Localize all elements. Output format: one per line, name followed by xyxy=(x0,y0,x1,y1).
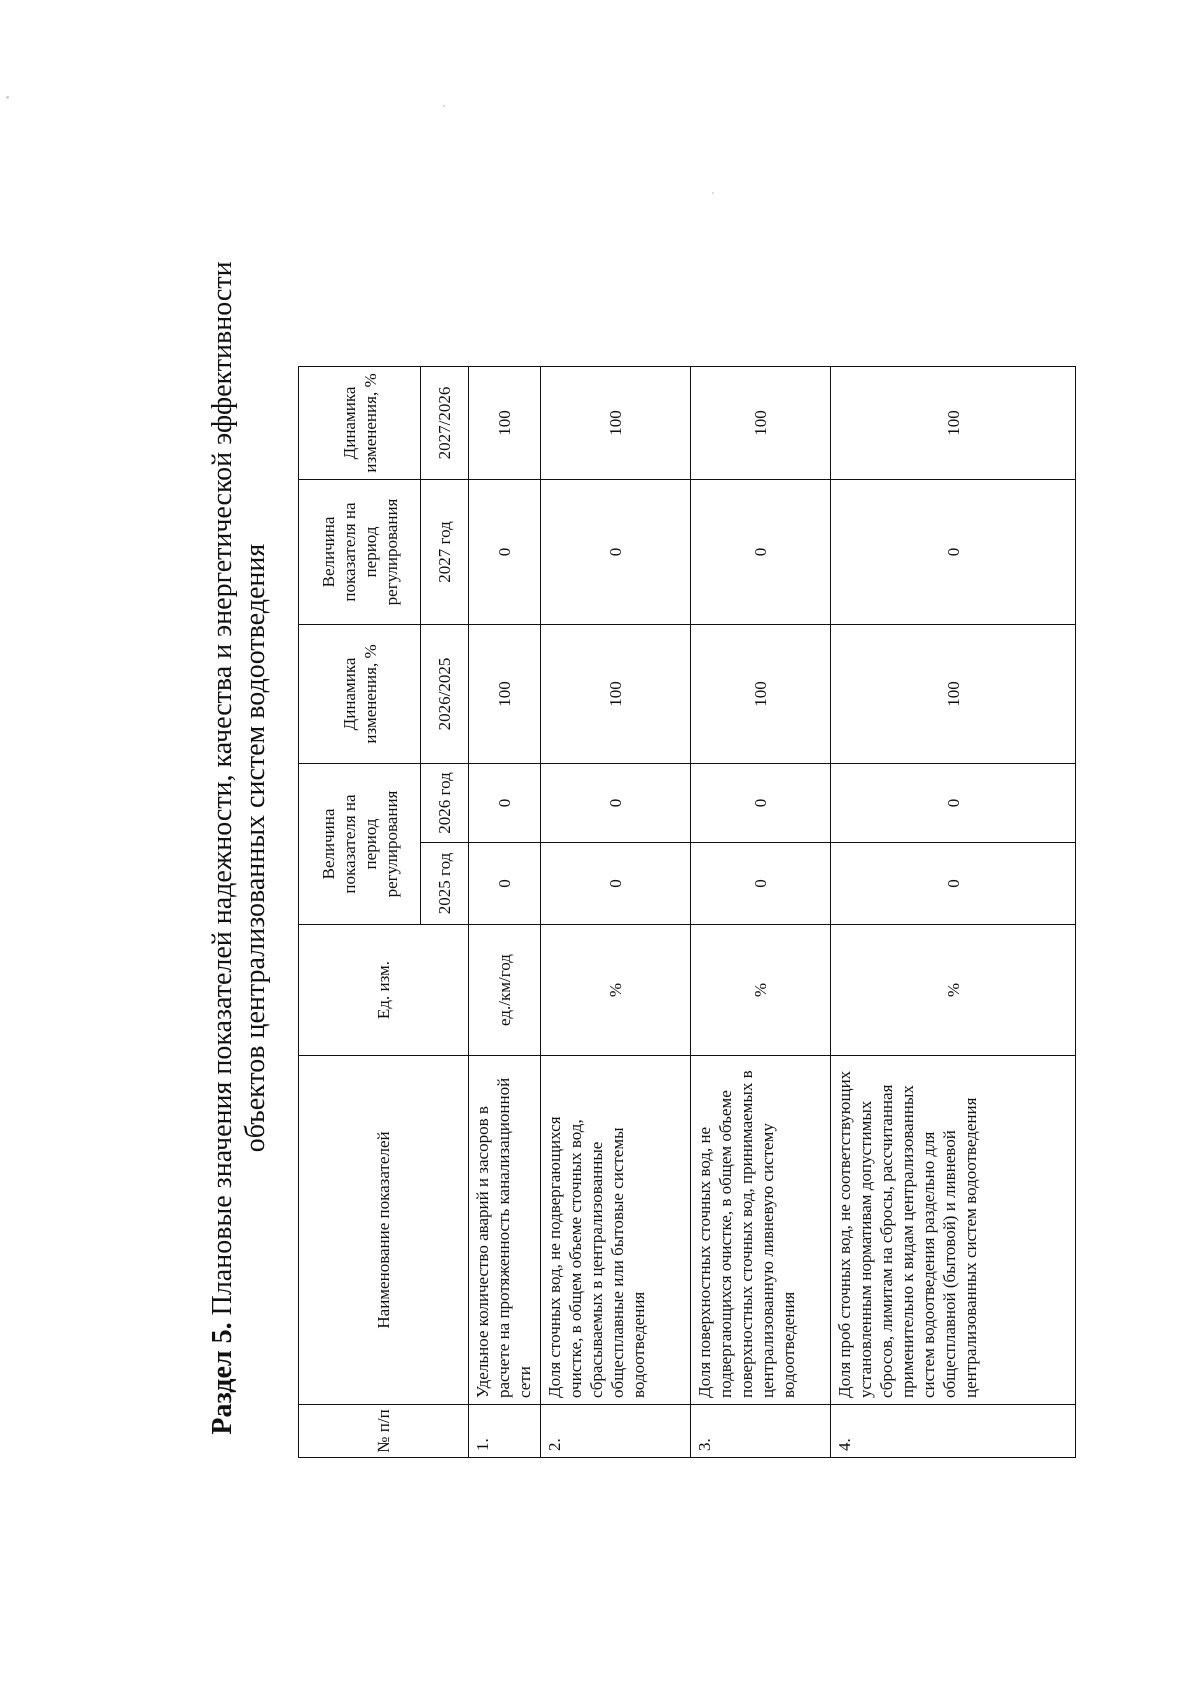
unit-cell: % xyxy=(541,925,691,1056)
dynamics-2026-2025: 100 xyxy=(831,624,1076,763)
dynamics-2026-2025: 100 xyxy=(691,624,831,763)
header-dyn-period-1: 2026/2025 xyxy=(421,624,469,763)
value-2027: 0 xyxy=(691,479,831,624)
value-2027: 0 xyxy=(541,479,691,624)
scan-speck xyxy=(443,105,445,107)
indicator-name: Доля сточных вод, не подвергающихся очистке, в общем объеме сточных вод, сбрасываемых в централизованные общесплавные или бытовые системы водоотведения xyxy=(541,1056,691,1405)
header-year-2025: 2025 год xyxy=(421,843,469,925)
value-2026: 0 xyxy=(469,763,541,842)
unit-cell: ед./км/год xyxy=(469,925,541,1056)
dynamics-2026-2025: 100 xyxy=(469,624,541,763)
dynamics-2027-2026: 100 xyxy=(831,366,1076,479)
value-2026: 0 xyxy=(541,763,691,842)
value-2026: 0 xyxy=(691,763,831,842)
table-row xyxy=(691,366,831,1457)
header-value-group-1: Величина показателя на период регулирования xyxy=(299,763,421,924)
dynamics-2026-2025: 100 xyxy=(541,624,691,763)
title-line-2: объектов централизованных систем водоотведения xyxy=(240,543,271,1153)
scan-speck xyxy=(6,96,9,99)
header-num: № п/п xyxy=(299,1405,469,1458)
header-unit: Ед. изм. xyxy=(299,925,469,1056)
table-row xyxy=(831,366,1076,1457)
value-2025: 0 xyxy=(831,843,1076,925)
row-number: 4. xyxy=(831,1405,1076,1458)
header-year-2026: 2026 год xyxy=(421,763,469,842)
row-number: 2. xyxy=(541,1405,691,1458)
value-2027: 0 xyxy=(469,479,541,624)
header-value-group-2: Величина показателя на период регулирования xyxy=(299,479,421,624)
table-row xyxy=(469,366,541,1457)
value-2026: 0 xyxy=(831,763,1076,842)
row-number: 3. xyxy=(691,1405,831,1458)
row-number: 1. xyxy=(469,1405,541,1458)
indicators-table xyxy=(298,366,1076,1458)
unit-cell: % xyxy=(691,925,831,1056)
dynamics-2027-2026: 100 xyxy=(469,366,541,479)
dynamics-2027-2026: 100 xyxy=(691,366,831,479)
value-2025: 0 xyxy=(691,843,831,925)
scan-speck xyxy=(712,192,714,194)
unit-cell: % xyxy=(831,925,1076,1056)
indicator-name: Удельное количество аварий и засоров в расчете на протяженность канализационной сети xyxy=(469,1056,541,1405)
value-2027: 0 xyxy=(831,479,1076,624)
header-dynamics-2: Динамика изменения, % xyxy=(299,366,421,479)
section-title xyxy=(206,228,272,1468)
rotated-page xyxy=(206,228,1126,1468)
indicator-name: Доля поверхностных сточных вод, не подвергающихся очистке, в общем объеме поверхностных сточных вод, принимаемых в централизованную ливневую систему водоотведения xyxy=(691,1056,831,1405)
value-2025: 0 xyxy=(469,843,541,925)
section-number: Раздел 5. xyxy=(207,1322,238,1435)
indicator-name: Доля проб сточных вод, не соответствующих установленным нормативам допустимых сбросов, лимитам на сбросы, рассчитанная применительно к видам централизованных систем водоотведения раздельно для общесплавной (бытовой) и ливневой централизованных систем водоотведения xyxy=(831,1056,1076,1405)
value-2025: 0 xyxy=(541,843,691,925)
header-dyn-period-2: 2027/2026 xyxy=(421,366,469,479)
header-name: Наименование показателей xyxy=(299,1056,469,1405)
title-text-1: Плановые значения показателей надежности, качества и энергетической эффективности xyxy=(207,261,238,1316)
table-row xyxy=(541,366,691,1457)
dynamics-2027-2026: 100 xyxy=(541,366,691,479)
title-line-1 xyxy=(206,228,239,1468)
header-dynamics-1: Динамика изменения, % xyxy=(299,624,421,763)
header-year-2027: 2027 год xyxy=(421,479,469,624)
